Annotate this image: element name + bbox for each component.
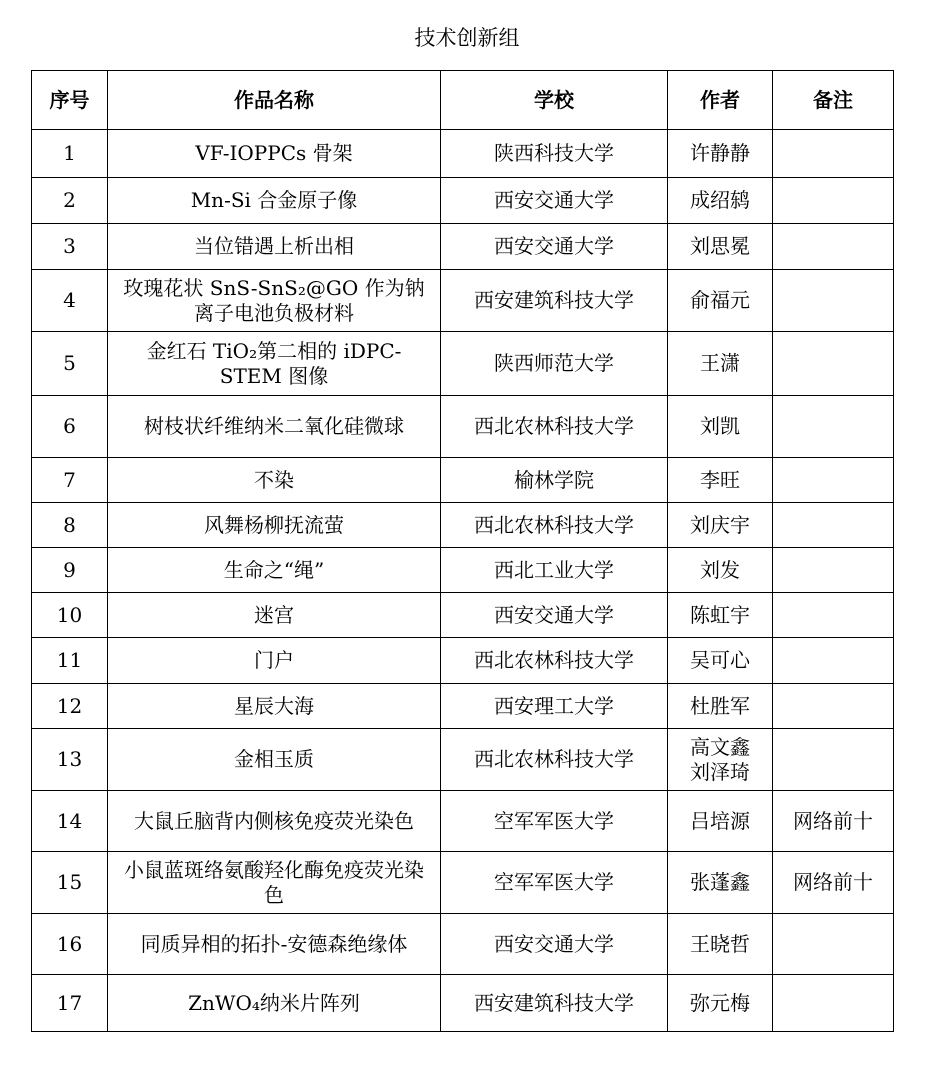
cell-note [773,396,894,458]
table-header-row [32,71,894,130]
cell-school: 空军军医大学 [441,852,668,914]
cell-school: 西安交通大学 [441,593,668,638]
cell-number: 4 [32,270,108,332]
cell-author: 刘庆宇 [668,503,773,548]
cell-work-name: 门户 [108,638,441,684]
cell-note [773,638,894,684]
cell-number: 12 [32,684,108,729]
cell-school: 西安交通大学 [441,178,668,224]
cell-number: 8 [32,503,108,548]
cell-note [773,130,894,178]
cell-note [773,548,894,593]
cell-author: 陈虹宇 [668,593,773,638]
cell-school: 西安理工大学 [441,684,668,729]
cell-note [773,332,894,396]
cell-note [773,224,894,270]
cell-work-name: 金相玉质 [108,729,441,791]
cell-author: 刘发 [668,548,773,593]
cell-school: 西北农林科技大学 [441,638,668,684]
cell-work-name: 金红石 TiO₂第二相的 iDPC-STEM 图像 [108,332,441,396]
cell-school: 陕西师范大学 [441,332,668,396]
cell-note: 网络前十 [773,791,894,852]
cell-work-name: 风舞杨柳抚流萤 [108,503,441,548]
cell-author: 王晓哲 [668,914,773,975]
table-row [32,593,894,638]
table-row [32,638,894,684]
table-row [32,975,894,1032]
header-author: 作者 [668,71,773,130]
header-note: 备注 [773,71,894,130]
cell-work-name: 小鼠蓝斑络氨酸羟化酶免疫荧光染色 [108,852,441,914]
cell-note [773,503,894,548]
header-number: 序号 [32,71,108,130]
table-row [32,729,894,791]
cell-author: 杜胜军 [668,684,773,729]
cell-school: 西安交通大学 [441,914,668,975]
cell-note [773,684,894,729]
author-name: 高文鑫 [690,734,750,759]
cell-note [773,729,894,791]
cell-author: 俞福元 [668,270,773,332]
cell-work-name: 星辰大海 [108,684,441,729]
cell-note [773,975,894,1032]
cell-school: 西安建筑科技大学 [441,270,668,332]
cell-work-name: 不染 [108,458,441,503]
author-name: 刘泽琦 [690,759,750,784]
page-title: 技术创新组 [414,26,520,50]
cell-number: 6 [32,396,108,458]
table-row [32,548,894,593]
table-row [32,332,894,396]
award-table [31,70,894,1032]
cell-number: 10 [32,593,108,638]
cell-number: 17 [32,975,108,1032]
cell-school: 榆林学院 [441,458,668,503]
cell-number: 9 [32,548,108,593]
cell-number: 3 [32,224,108,270]
cell-number: 11 [32,638,108,684]
cell-work-name: 迷宫 [108,593,441,638]
cell-work-name: 大鼠丘脑背内侧核免疫荧光染色 [108,791,441,852]
cell-note: 网络前十 [773,852,894,914]
cell-author: 成绍鸫 [668,178,773,224]
cell-number: 14 [32,791,108,852]
cell-school: 空军军医大学 [441,791,668,852]
cell-number: 7 [32,458,108,503]
cell-work-name: 树枝状纤维纳米二氧化硅微球 [108,396,441,458]
cell-note [773,178,894,224]
cell-note [773,914,894,975]
cell-number: 16 [32,914,108,975]
header-school: 学校 [441,71,668,130]
cell-author: 许静静 [668,130,773,178]
cell-note [773,593,894,638]
table-row [32,684,894,729]
cell-work-name: VF-IOPPCs 骨架 [108,130,441,178]
cell-work-name: ZnWO₄纳米片阵列 [108,975,441,1032]
cell-school: 陕西科技大学 [441,130,668,178]
cell-number: 2 [32,178,108,224]
cell-number: 5 [32,332,108,396]
cell-work-name: 玫瑰花状 SnS-SnS₂@GO 作为钠离子电池负极材料 [108,270,441,332]
header-work-name: 作品名称 [108,71,441,130]
cell-work-name: 当位错遇上析出相 [108,224,441,270]
cell-school: 西安交通大学 [441,224,668,270]
cell-author: 弥元梅 [668,975,773,1032]
cell-number: 15 [32,852,108,914]
cell-author: 刘凯 [668,396,773,458]
cell-school: 西北工业大学 [441,548,668,593]
cell-school: 西北农林科技大学 [441,503,668,548]
table-row [32,791,894,852]
cell-author: 吕培源 [668,791,773,852]
cell-author: 吴可心 [668,638,773,684]
cell-school: 西北农林科技大学 [441,396,668,458]
cell-number: 13 [32,729,108,791]
cell-work-name: 同质异相的拓扑-安德森绝缘体 [108,914,441,975]
cell-school: 西安建筑科技大学 [441,975,668,1032]
cell-author: 张蓬鑫 [668,852,773,914]
cell-work-name: Mn-Si 合金原子像 [108,178,441,224]
table-row [32,178,894,224]
cell-work-name: 生命之“绳” [108,548,441,593]
cell-author [668,729,773,791]
table-row [32,130,894,178]
table-row [32,852,894,914]
cell-author: 王潇 [668,332,773,396]
cell-note [773,270,894,332]
table-row [32,458,894,503]
cell-author: 刘思冕 [668,224,773,270]
cell-author: 李旺 [668,458,773,503]
cell-number: 1 [32,130,108,178]
cell-note [773,458,894,503]
table-row [32,503,894,548]
table-row [32,270,894,332]
table-row [32,396,894,458]
cell-school: 西北农林科技大学 [441,729,668,791]
table-row [32,224,894,270]
table-row [32,914,894,975]
